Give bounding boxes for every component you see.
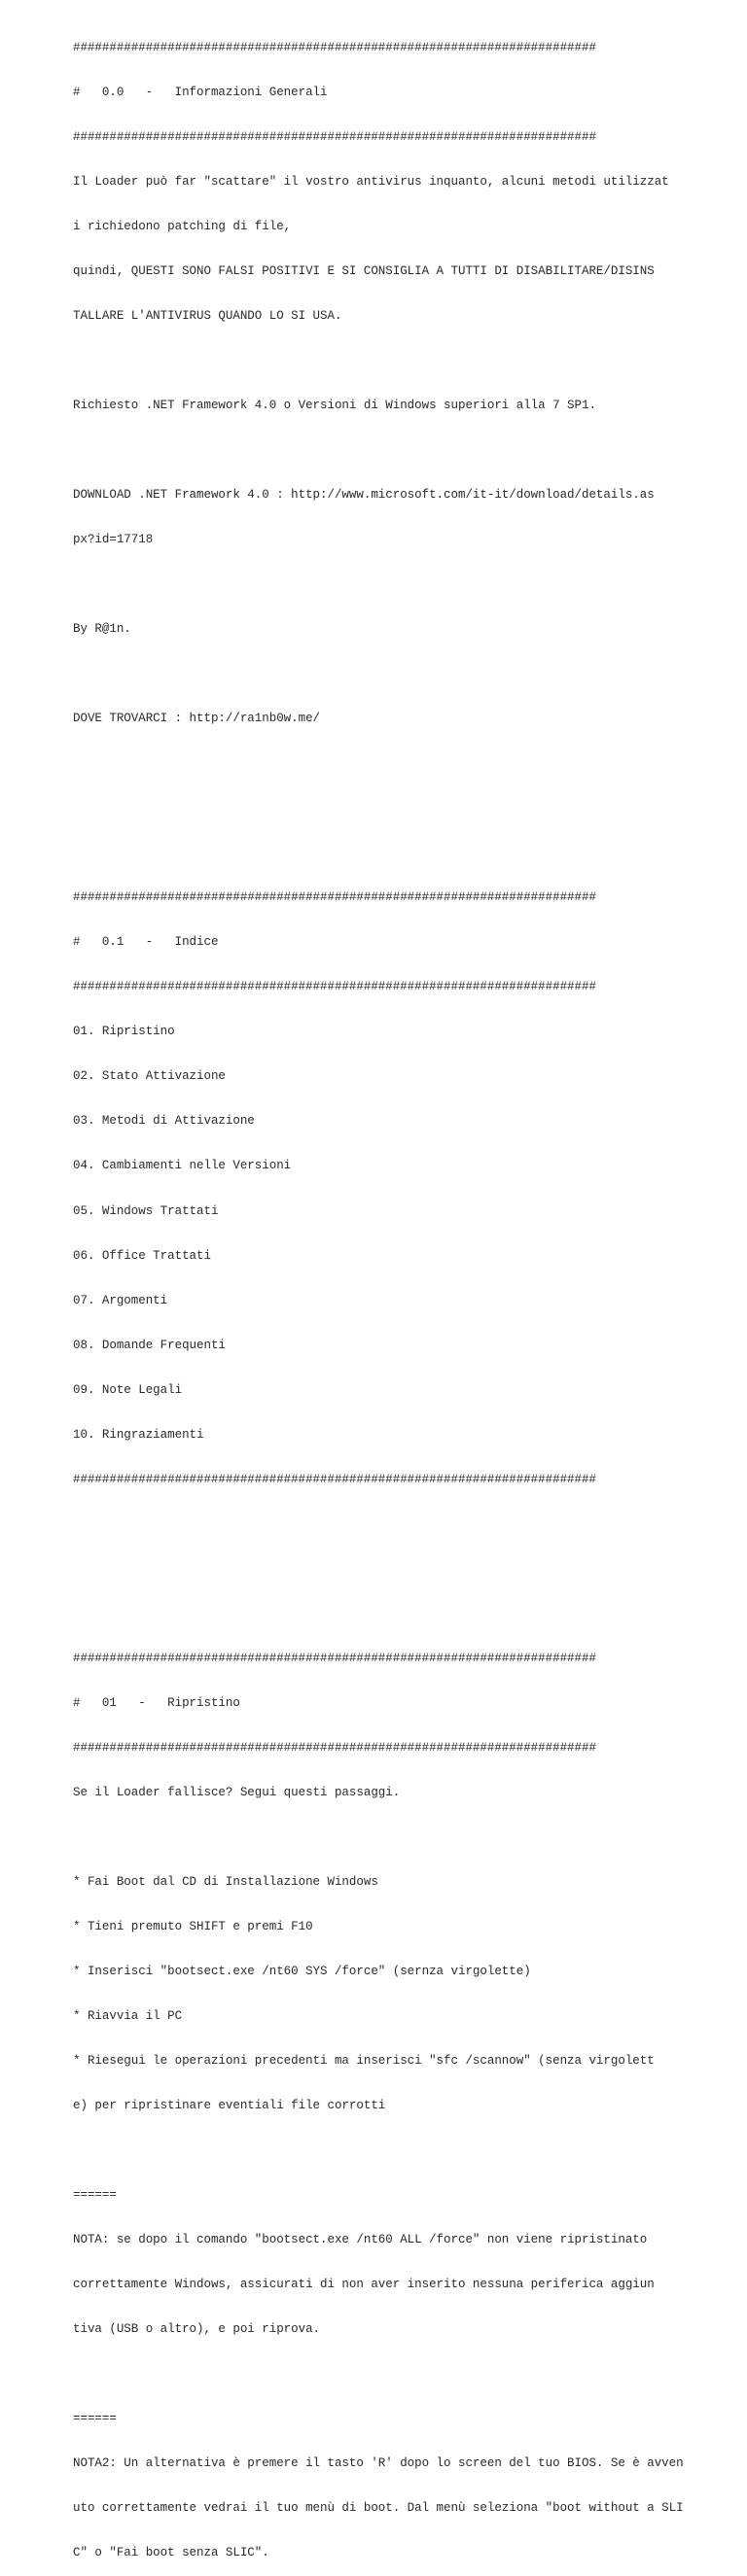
blank-line <box>73 846 725 860</box>
document-text <box>73 11 725 2576</box>
blank-line <box>73 1517 725 1532</box>
note2-text: NOTA2: Un alternativa è premere il tasto 'R' dopo lo screen del tuo BIOS. Se è avven <box>73 2456 684 2471</box>
section-heading-general-info: # 0.0 - Informazioni Generali <box>73 85 328 99</box>
blank-line <box>73 756 725 771</box>
section-divider: ######################################################################## <box>73 890 596 905</box>
step-item: * Riesegui le operazioni precedenti ma inserisci "sfc /scannow" (senza virgolett <box>73 2054 655 2069</box>
index-item: 03. Metodi di Attivazione <box>73 1114 255 1129</box>
text-line: i richiedono patching di file, <box>73 219 292 233</box>
step-item-continued: e) per ripristinare eventiali file corrotti <box>73 2099 386 2113</box>
section-divider: ######################################################################## <box>73 129 596 144</box>
note-divider: ====== <box>73 2412 117 2426</box>
text-line: Richiesto .NET Framework 4.0 o Versioni di Windows superiori alla 7 SP1. <box>73 398 596 412</box>
index-item: 10. Ringraziamenti <box>73 1427 204 1442</box>
blank-line <box>73 354 725 368</box>
text-line: TALLARE L'ANTIVIRUS QUANDO LO SI USA. <box>73 308 342 323</box>
blank-line <box>73 2367 725 2382</box>
blank-line <box>73 667 725 681</box>
note-text: tiva (USB o altro), e poi riprova. <box>73 2322 321 2337</box>
index-item: 06. Office Trattati <box>73 1248 211 1263</box>
section-divider: ######################################################################## <box>73 1651 596 1665</box>
note2-text: uto correttamente vedrai il tuo menù di boot. Dal menù seleziona "boot without a SLI <box>73 2501 684 2516</box>
index-item: 09. Note Legali <box>73 1382 183 1397</box>
blank-line <box>73 2143 725 2158</box>
blank-line <box>73 1607 725 1621</box>
note-divider: ====== <box>73 2188 117 2203</box>
blank-line <box>73 801 725 816</box>
text-line: quindi, QUESTI SONO FALSI POSITIVI E SI CONSIGLIA A TUTTI DI DISABILITARE/DISINS <box>73 263 655 278</box>
section-heading-index: # 0.1 - Indice <box>73 935 219 950</box>
blank-line <box>73 443 725 458</box>
note-text: NOTA: se dopo il comando "bootsect.exe /nt60 ALL /force" non viene ripristinato <box>73 2233 648 2247</box>
blank-line <box>73 1830 725 1845</box>
index-item: 01. Ripristino <box>73 1025 175 1039</box>
index-item: 05. Windows Trattati <box>73 1203 219 1218</box>
blank-line <box>73 1562 725 1577</box>
author-line: By R@1n. <box>73 622 131 637</box>
download-link-line: px?id=17718 <box>73 533 154 547</box>
index-item: 07. Argomenti <box>73 1293 168 1307</box>
text-line: Il Loader può far "scattare" il vostro antivirus inquanto, alcuni metodi utilizzat <box>73 174 669 189</box>
step-item: * Fai Boot dal CD di Installazione Windows <box>73 1874 378 1889</box>
step-item: * Inserisci "bootsect.exe /nt60 SYS /force" (sernza virgolette) <box>73 1965 531 1979</box>
index-item: 04. Cambiamenti nelle Versioni <box>73 1159 292 1173</box>
website-line: DOVE TROVARCI : http://ra1nb0w.me/ <box>73 712 321 726</box>
step-item: * Tieni premuto SHIFT e premi F10 <box>73 1920 313 1933</box>
blank-line <box>73 577 725 592</box>
download-link-line: DOWNLOAD .NET Framework 4.0 : http://www.microsoft.com/it-it/download/details.as <box>73 488 655 502</box>
index-item: 08. Domande Frequenti <box>73 1338 226 1352</box>
note-text: correttamente Windows, assicurati di non aver inserito nessuna periferica aggiun <box>73 2278 655 2292</box>
section-divider: ######################################################################## <box>73 40 596 54</box>
text-line: Se il Loader fallisce? Segui questi passaggi. <box>73 1785 401 1799</box>
index-item: 02. Stato Attivazione <box>73 1069 226 1084</box>
section-divider: ######################################################################## <box>73 980 596 994</box>
section-divider: ######################################################################## <box>73 1740 596 1755</box>
section-divider: ######################################################################## <box>73 1472 596 1486</box>
step-item: * Riavvia il PC <box>73 2009 183 2024</box>
section-heading-restore: # 01 - Ripristino <box>73 1695 240 1710</box>
note2-text: C" o "Fai boot senza SLIC". <box>73 2546 269 2560</box>
